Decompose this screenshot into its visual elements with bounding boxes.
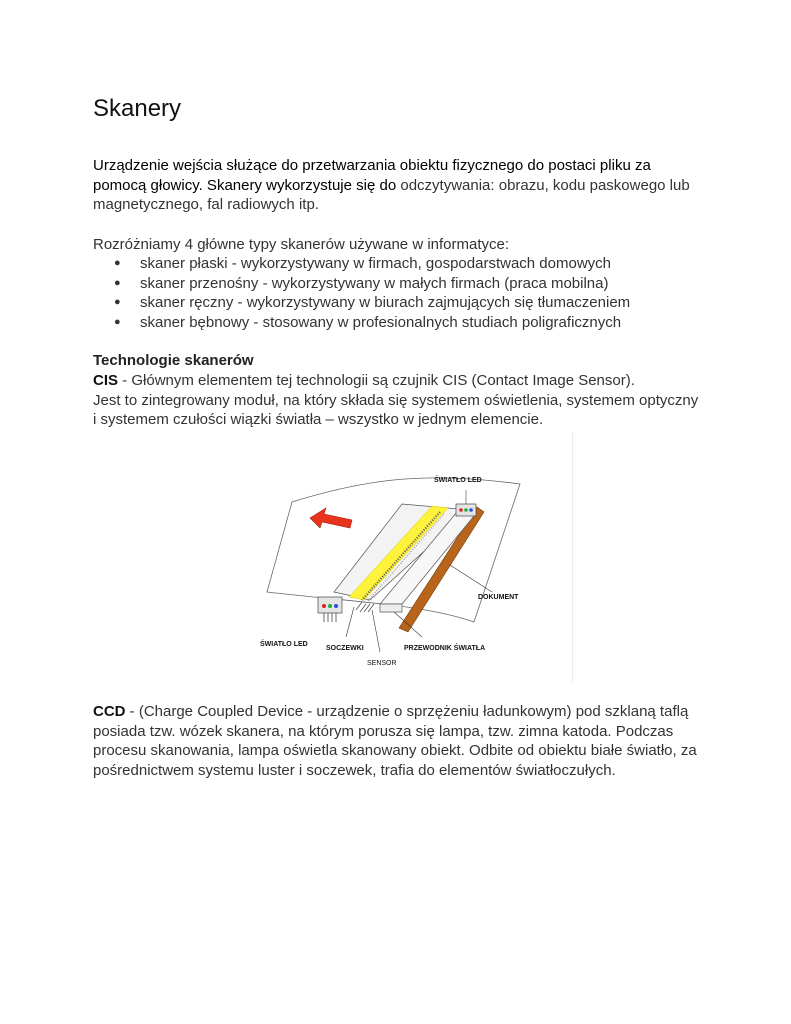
intro-paragraph bbox=[93, 156, 703, 215]
label-led-bottom: ŚWIATŁO LED bbox=[260, 641, 308, 648]
ccd-paragraph bbox=[93, 702, 703, 780]
page-title: Skanery bbox=[93, 95, 182, 122]
list-item: ● skaner ręczny - wykorzystywany w biurach zajmujących się tłumaczeniem bbox=[93, 293, 713, 313]
label-sensor: SENSOR bbox=[367, 660, 397, 667]
led-box-bottom bbox=[318, 597, 342, 622]
sensor-pins bbox=[356, 602, 374, 612]
figure-edge bbox=[572, 432, 573, 682]
section-heading-technologies: Technologie skanerów bbox=[93, 352, 254, 369]
scanner-types-list bbox=[93, 254, 713, 332]
label-przewodnik: PRZEWODNIK ŚWIATŁA bbox=[404, 645, 486, 652]
cis-line1: - Głównym elementem tej technologii są czujnik CIS (Contact Image Sensor). bbox=[118, 372, 635, 389]
leader-soczewki bbox=[346, 607, 354, 637]
list-item: ● skaner płaski - wykorzystywany w firmach, gospodarstwach domowych bbox=[93, 254, 713, 274]
types-intro: Rozróżniamy 4 główne typy skanerów używane w informatyce: bbox=[93, 236, 510, 253]
label-led-top: ŚWIATŁO LED bbox=[434, 477, 482, 484]
label-dokument: DOKUMENT bbox=[478, 594, 519, 601]
label-soczewki: SOCZEWKI bbox=[326, 645, 364, 652]
intro-text-part2: odczytywania: obrazu, kodu paskowego lub magnetycznego, fal radiowych itp. bbox=[93, 176, 690, 213]
front-block bbox=[380, 604, 402, 612]
cis-paragraph bbox=[93, 371, 703, 430]
cis-diagram bbox=[252, 432, 572, 682]
ccd-label: CCD bbox=[93, 703, 126, 720]
ccd-text: - (Charge Coupled Device - urządzenie o sprzężeniu ładunkowym) pod szklaną taflą posiada tzw. wózek skanera, na którym porusza się lampa, tzw. zimna katoda. Podczas procesu skanowania, lampa oświetla skanowany obiekt. Odbite od obiektu białe światło, za pośrednictwem systemu luster i soczewek, trafia do elementów światłoczułych. bbox=[93, 703, 697, 779]
cis-line2: Jest to zintegrowany moduł, na który składa się systemem oświetlenia, systemem optyczny i systemem czułości wiązki światła – wszystko w jednym elemencie. bbox=[93, 391, 699, 428]
intro-text-part1: Urządzenie wejścia służące do przetwarzania obiektu fizycznego do postaci pliku za pomocą głowicy. Skanery wykorzystuje się do bbox=[93, 157, 651, 194]
leader-sensor bbox=[372, 610, 380, 652]
list-item: ● skaner przenośny - wykorzystywany w małych firmach (praca mobilna) bbox=[93, 274, 713, 294]
list-item: ● skaner bębnowy - stosowany w profesionalnych studiach poligraficznych bbox=[93, 313, 713, 333]
cis-label: CIS bbox=[93, 372, 119, 389]
